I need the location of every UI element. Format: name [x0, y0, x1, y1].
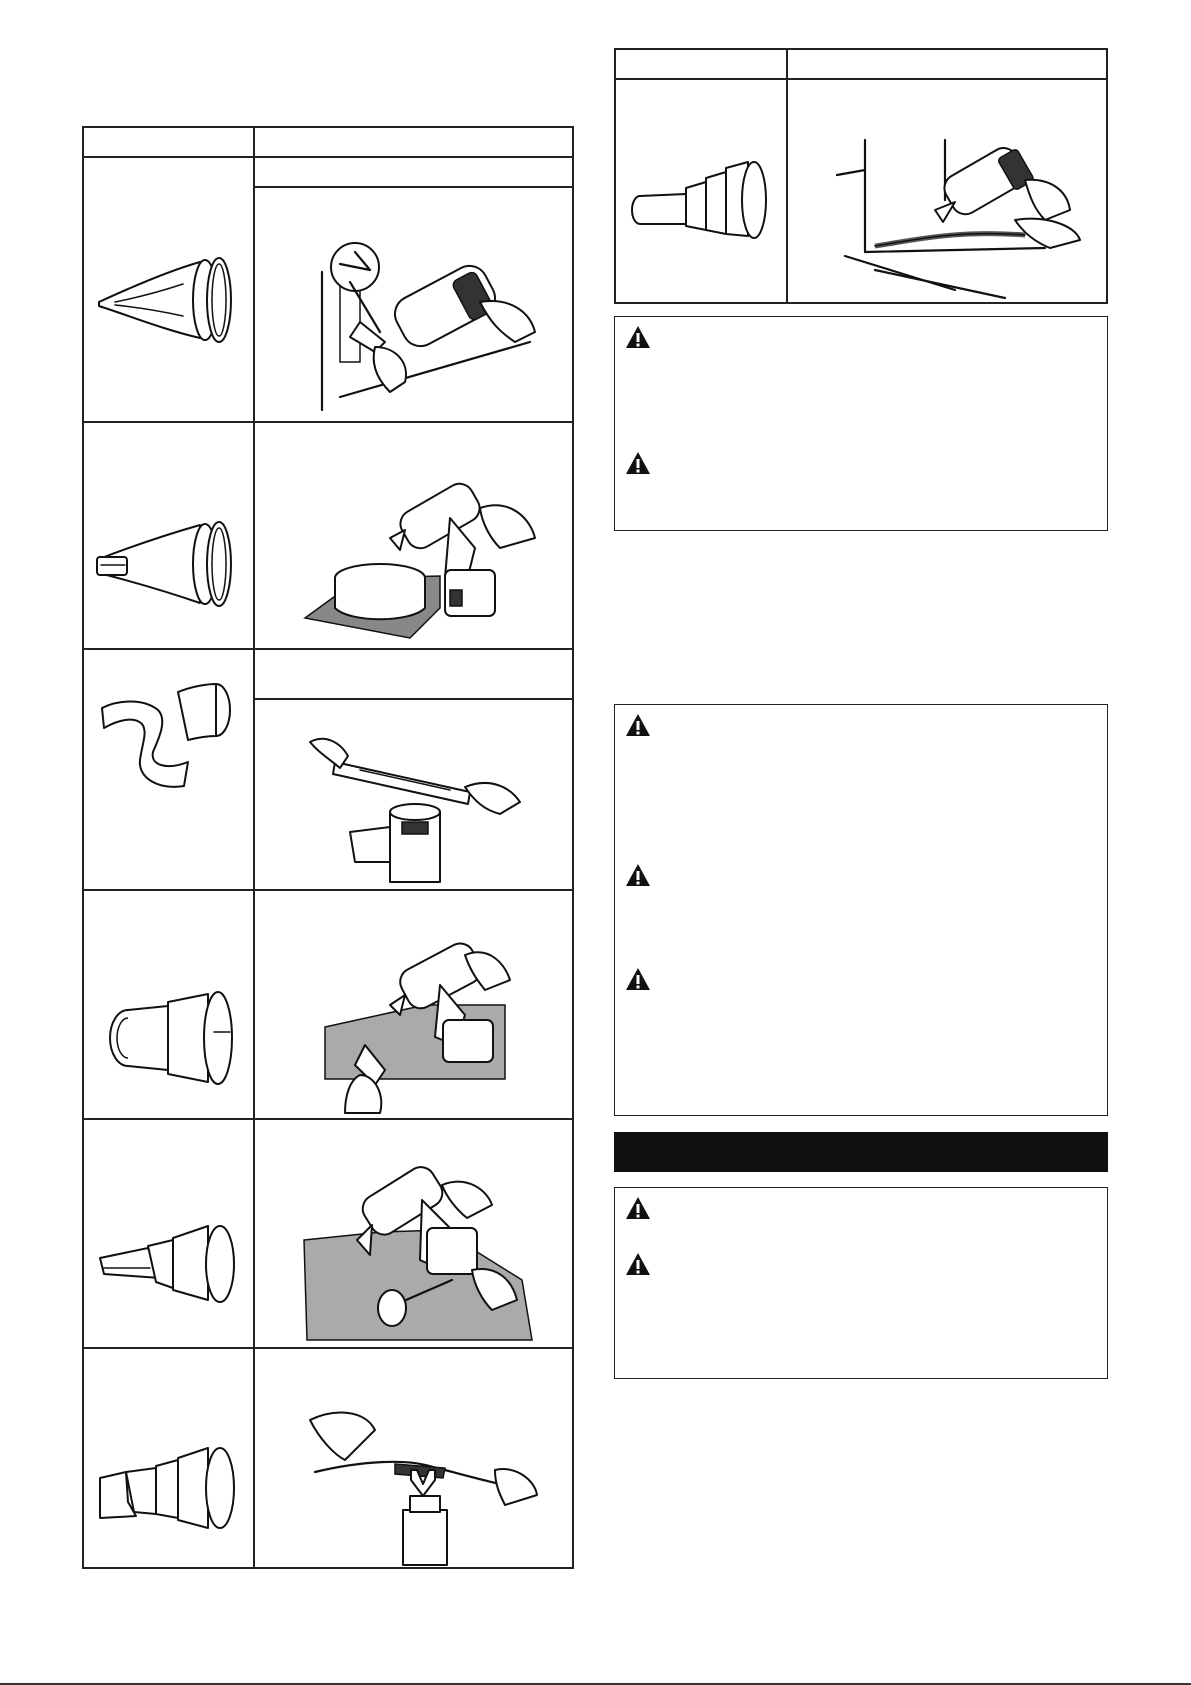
- reflector-nozzle-icon: [98, 680, 248, 790]
- reducer-nozzle-icon: [628, 158, 778, 238]
- warning-triangle-icon: [625, 451, 651, 475]
- solder-nozzle-icon: [96, 1442, 246, 1542]
- warning-box-1: [614, 316, 1108, 531]
- warning-triangle-icon: [625, 863, 651, 887]
- warning-triangle-icon: [625, 1252, 651, 1276]
- cone-nozzle-icon: [95, 250, 245, 350]
- left-table-header-line: [82, 156, 574, 158]
- warning-box-2: [614, 704, 1108, 1116]
- section-header-bar: [614, 1132, 1108, 1172]
- shrink-wrap-illustration: [300, 478, 540, 648]
- row-separator-3: [82, 889, 574, 891]
- round-nozzle-icon: [108, 988, 248, 1088]
- warning-triangle-icon: [625, 325, 651, 349]
- row-separator-4: [82, 1118, 574, 1120]
- paint-scraping-illustration: [300, 242, 540, 412]
- row-separator-1: [82, 421, 574, 423]
- roller-welding-illustration: [302, 1170, 542, 1345]
- flat-nozzle-icon: [95, 515, 245, 615]
- caulk-removal-illustration: [835, 130, 1095, 300]
- wide-slit-nozzle-icon: [98, 1218, 248, 1318]
- row3-subheader-line: [253, 698, 574, 700]
- right-table-header-line: [614, 78, 1108, 80]
- row1-subheader-line: [253, 186, 574, 188]
- row-separator-2: [82, 648, 574, 650]
- pipe-bending-illustration: [300, 732, 540, 882]
- heat-shrink-tube-illustration: [305, 1400, 545, 1565]
- warning-triangle-icon: [625, 713, 651, 737]
- right-table-col-divider: [786, 48, 788, 304]
- film-welding-illustration: [305, 945, 545, 1115]
- warning-triangle-icon: [625, 967, 651, 991]
- warning-box-3: [614, 1187, 1108, 1379]
- left-table-col-divider: [253, 126, 255, 1569]
- warning-triangle-icon: [625, 1196, 651, 1220]
- row-separator-5: [82, 1347, 574, 1349]
